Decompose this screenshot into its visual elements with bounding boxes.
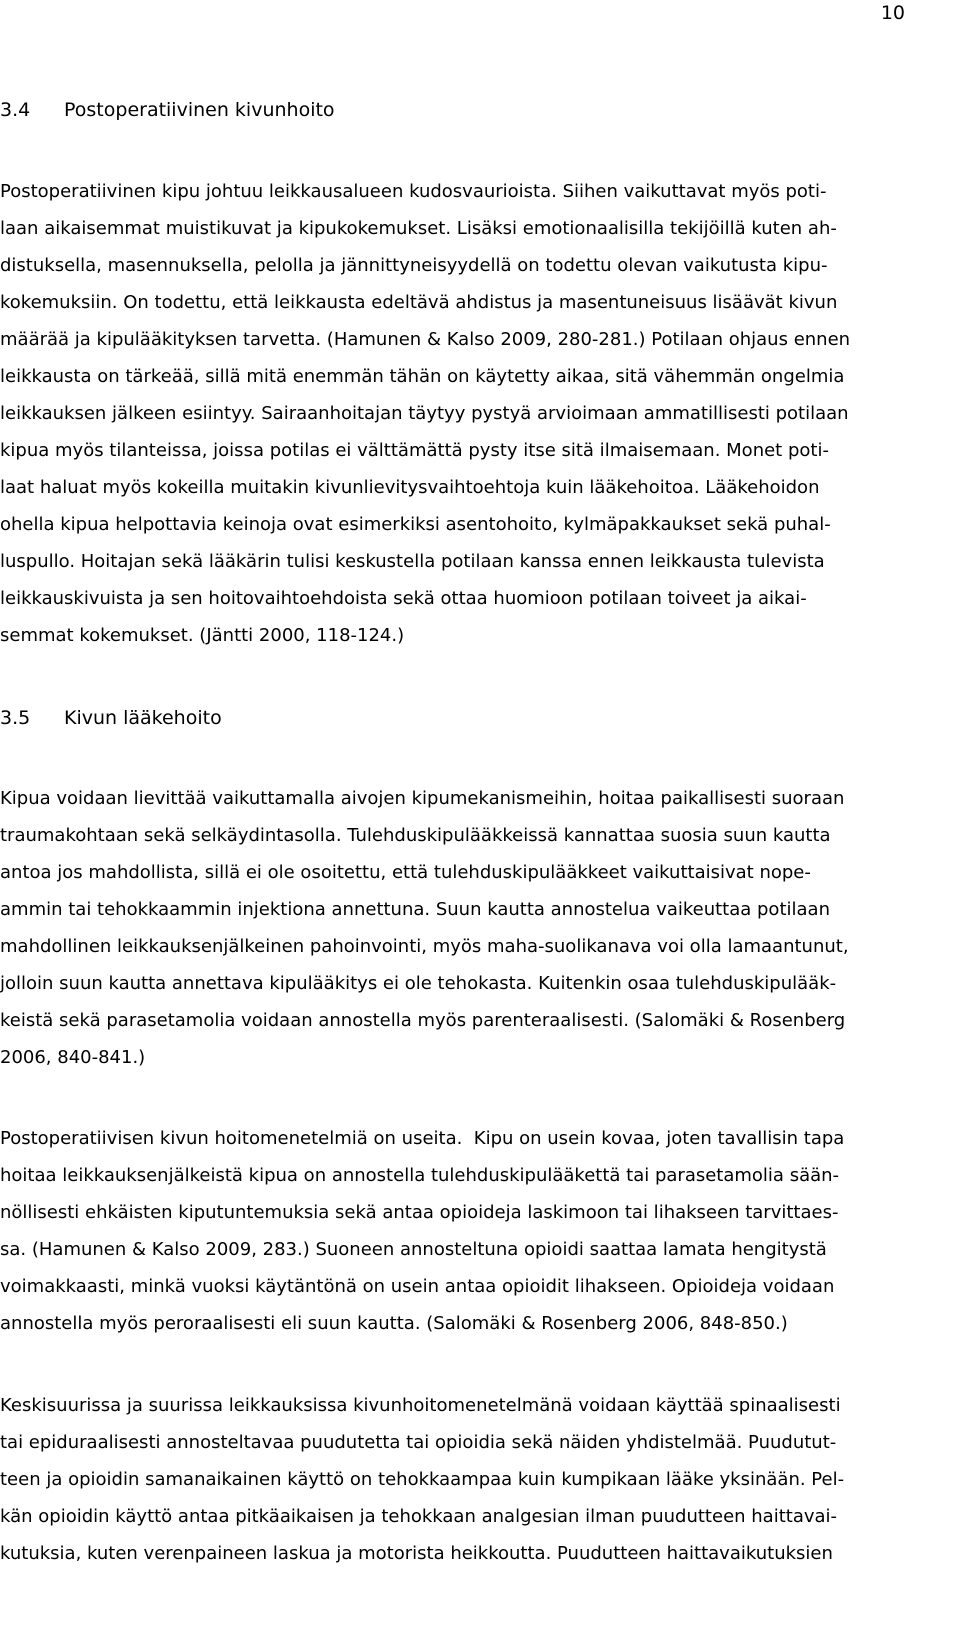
text-line: kipua myös tilanteissa, joissa potilas ei välttämättä pysty itse sitä ilmaisemaan. Monet poti- <box>0 440 829 461</box>
text-line: keistä sekä parasetamolia voidaan annostella myös parenteraalisesti. (Salomäki & Rosenberg <box>0 1010 846 1031</box>
section-number: 3.4 <box>0 99 31 121</box>
text-line: mahdollinen leikkauksenjälkeinen pahoinvointi, myös maha-suolikanava voi olla lamaantunut, <box>0 936 849 957</box>
section-number: 3.5 <box>0 707 31 729</box>
section-title: Postoperatiivinen kivunhoito <box>64 99 335 121</box>
text-line: traumakohtaan sekä selkäydintasolla. Tulehduskipulääkkeissä kannattaa suosia suun kautta <box>0 825 831 846</box>
text-line: Kipua voidaan lievittää vaikuttamalla aivojen kipumekanismeihin, hoitaa paikallisesti suoraan <box>0 788 845 809</box>
text-line: nöllisesti ehkäisten kiputuntemuksia sekä antaa opioideja laskimoon tai lihakseen tarvittaes- <box>0 1202 839 1223</box>
text-line: määrää ja kipulääkityksen tarvetta. (Hamunen & Kalso 2009, 280-281.) Potilaan ohjaus ennen <box>0 329 851 350</box>
text-line: hoitaa leikkauksenjälkeistä kipua on annostella tulehduskipulääkettä tai parasetamolia sään- <box>0 1165 840 1186</box>
text-line: tai epiduraalisesti annosteltavaa puudutetta tai opioidia sekä näiden yhdistelmää. Puudutut- <box>0 1432 837 1453</box>
text-line: antoa jos mahdollista, sillä ei ole osoitettu, että tulehduskipulääkkeet vaikuttaisivat nope- <box>0 862 811 883</box>
paragraph-pain-medication <box>0 780 960 1076</box>
page-number: 10 <box>880 2 905 24</box>
text-line: Postoperatiivisen kivun hoitomenetelmiä on useita. Kipu on usein kovaa, joten tavallisin tapa <box>0 1128 845 1149</box>
text-line: Keskisuurissa ja suurissa leikkauksissa kivunhoitomenetelmänä voidaan käyttää spinaalisesti <box>0 1395 841 1416</box>
text-line: kän opioidin käyttö antaa pitkäaikaisen ja tehokkaan analgesian ilman puudutteen haittavai- <box>0 1506 838 1527</box>
text-line: voimakkaasti, minkä vuoksi käytäntönä on usein antaa opioidit lihakseen. Opioideja voidaan <box>0 1276 835 1297</box>
text-line: leikkauskivuista ja sen hoitovaihtoehdoista sekä ottaa huomioon potilaan toiveet ja aikai- <box>0 588 807 609</box>
paragraph-treatment-methods <box>0 1120 960 1342</box>
text-line: semmat kokemukset. (Jäntti 2000, 118-124.) <box>0 625 405 646</box>
text-line: ohella kipua helpottavia keinoja ovat esimerkiksi asentohoito, kylmäpakkaukset sekä puhal- <box>0 514 831 535</box>
section-heading-3-5 <box>0 707 222 729</box>
text-line: laat haluat myös kokeilla muitakin kivunlievitysvaihtoehtoja kuin lääkehoitoa. Lääkehoidon <box>0 477 820 498</box>
text-line: kokemuksiin. On todettu, että leikkausta edeltävä ahdistus ja masentuneisuus lisäävät kivun <box>0 292 838 313</box>
text-line: kutuksia, kuten verenpaineen laskua ja motorista heikkoutta. Puudutteen haittavaikutuksien <box>0 1543 833 1564</box>
text-line: sa. (Hamunen & Kalso 2009, 283.) Suoneen annosteltuna opioidi saattaa lamata hengitystä <box>0 1239 827 1260</box>
text-line: luspullo. Hoitajan sekä lääkärin tulisi keskustella potilaan kanssa ennen leikkausta tulevista <box>0 551 825 572</box>
section-heading-3-4 <box>0 99 335 121</box>
text-line: ammin tai tehokkaammin injektiona annettuna. Suun kautta annostelua vaikeuttaa potilaan <box>0 899 830 920</box>
text-line: jolloin suun kautta annettava kipulääkitys ei ole tehokasta. Kuitenkin osaa tulehduskipulääk- <box>0 973 837 994</box>
section-title: Kivun lääkehoito <box>64 707 222 729</box>
text-line: laan aikaisemmat muistikuvat ja kipukokemukset. Lisäksi emotionaalisilla tekijöillä kuten ah- <box>0 218 837 239</box>
text-line: 2006, 840-841.) <box>0 1047 146 1068</box>
text-line: leikkauksen jälkeen esiintyy. Sairaanhoitajan täytyy pystyä arvioimaan ammatillisesti potilaan <box>0 403 849 424</box>
text-line: distuksella, masennuksella, pelolla ja jännittyneisyydellä on todettu olevan vaikutusta kipu- <box>0 255 828 276</box>
text-line: annostella myös peroraalisesti eli suun kautta. (Salomäki & Rosenberg 2006, 848-850.) <box>0 1313 788 1334</box>
text-line: teen ja opioidin samanaikainen käyttö on tehokkaampaa kuin kumpikaan lääke yksinään. Pel- <box>0 1469 845 1490</box>
paragraph-postoperative-pain <box>0 173 960 654</box>
paragraph-spinal-epidural <box>0 1387 960 1572</box>
text-line: leikkausta on tärkeää, sillä mitä enemmän tähän on käytetty aikaa, sitä vähemmän ongelmia <box>0 366 845 387</box>
text-line: Postoperatiivinen kipu johtuu leikkausalueen kudosvaurioista. Siihen vaikuttavat myös poti- <box>0 181 827 202</box>
